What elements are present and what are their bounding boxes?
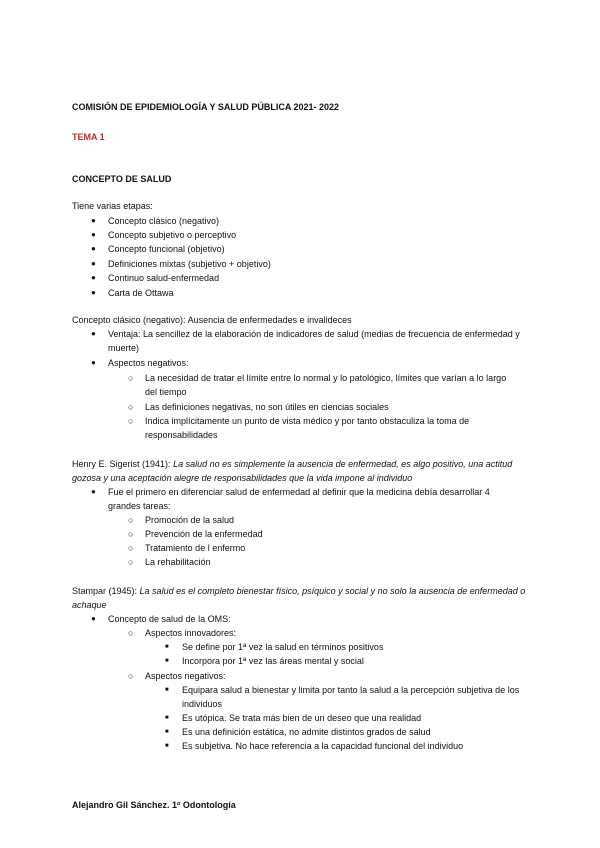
negativo-3-line-1: Indica implícitamente un punto de vista médico y por tanto obstaculiza la toma de bbox=[145, 416, 470, 426]
bullet-square: ■ bbox=[165, 715, 169, 721]
tema-heading: TEMA 1 bbox=[72, 132, 105, 142]
etapa-item: Carta de Ottawa bbox=[108, 288, 174, 298]
oms-negativo-1-line-1: Equipara salud a bienestar y limita por tanto la salud a la percepción subjetiva de los bbox=[182, 685, 520, 695]
bullet-square: ■ bbox=[165, 687, 169, 693]
bullet-square: ■ bbox=[165, 729, 169, 735]
tarea-item: Tratamiento de l enfermo bbox=[145, 543, 246, 553]
ventaja-line-2: muerte) bbox=[108, 343, 140, 353]
bullet-disc: ● bbox=[91, 288, 96, 297]
sigerist-point-2: grandes tareas: bbox=[108, 501, 171, 511]
sigerist-point-1: Fue el primero en diferenciar salud de enfermedad al definir que la medicina debía desarrollar 4 bbox=[108, 487, 490, 497]
sigerist-quote-1: La salud no es simplemente la ausencia de enfermedad, es algo positivo, una actitud bbox=[173, 459, 513, 469]
aspectos-negativos-heading: Aspectos negativos: bbox=[108, 358, 189, 368]
bullet-circle: ○ bbox=[128, 557, 134, 567]
oms-negativo-1-line-2: individuos bbox=[182, 699, 223, 709]
concepto-heading: CONCEPTO DE SALUD bbox=[72, 174, 172, 184]
stampar-quote-1: La salud es el completo bienestar físico, psíquico y social y no solo la ausencia de enfermedad o bbox=[139, 586, 526, 596]
bullet-disc: ● bbox=[91, 216, 96, 225]
negativo-2: Las definiciones negativas, no son útiles en ciencias sociales bbox=[145, 402, 389, 412]
stampar-quote-2: achaque bbox=[72, 600, 107, 610]
bullet-circle: ○ bbox=[128, 416, 134, 426]
etapa-item: Concepto funcional (objetivo) bbox=[108, 244, 225, 254]
bullet-circle: ○ bbox=[128, 515, 134, 525]
innovador-item: Se define por 1ª vez la salud en términos positivos bbox=[182, 642, 384, 652]
bullet-circle: ○ bbox=[128, 529, 134, 539]
innovador-item: Incorpora por 1ª vez las áreas mental y social bbox=[182, 656, 364, 666]
bullet-square: ■ bbox=[165, 743, 169, 749]
negativo-1-line-1: La necesidad de tratar el límite entre lo normal y lo patológico, límites que varían a lo largo bbox=[145, 373, 507, 383]
etapa-item: Concepto subjetivo o perceptivo bbox=[108, 230, 237, 240]
oms-negativo-2: Es utópica. Se trata más bien de un deseo que una realidad bbox=[182, 713, 422, 723]
tarea-item: La rehabilitación bbox=[145, 557, 211, 567]
etapa-item: Concepto clásico (negativo) bbox=[108, 216, 220, 226]
tarea-item: Prevención de la enfermedad bbox=[145, 529, 263, 539]
negativo-1-line-2: del tiempo bbox=[145, 387, 187, 397]
clasico-heading: Concepto clásico (negativo): Ausencia de enfermedades e invalideces bbox=[72, 315, 352, 325]
bullet-circle: ○ bbox=[128, 671, 134, 681]
tarea-item: Promoción de la salud bbox=[145, 515, 235, 525]
footer-author: Alejandro Gil Sánchez. 1º Odontología bbox=[72, 800, 236, 810]
stampar-author: Stampar (1945): bbox=[72, 586, 138, 596]
bullet-disc: ● bbox=[91, 244, 96, 253]
negativo-3-line-2: responsabilidades bbox=[145, 430, 218, 440]
negativos-heading: Aspectos negativos: bbox=[145, 671, 226, 681]
bullet-disc: ● bbox=[91, 329, 96, 338]
bullet-circle: ○ bbox=[128, 628, 134, 638]
stampar-line-1 bbox=[72, 585, 525, 597]
bullet-disc: ● bbox=[91, 230, 96, 239]
bullet-square: ■ bbox=[165, 658, 169, 664]
bullet-circle: ○ bbox=[128, 543, 134, 553]
oms-negativo-4: Es subjetiva. No hace referencia a la capacidad funcional del individuo bbox=[182, 741, 464, 751]
sigerist-quote-2: gozosa y una aceptación alegre de responsabilidades que la vida impone al individuo bbox=[72, 473, 413, 483]
bullet-disc: ● bbox=[91, 259, 96, 268]
bullet-disc: ● bbox=[91, 487, 96, 496]
document-title: COMISIÓN DE EPIDEMIOLOGÍA Y SALUD PÚBLICA 2021- 2022 bbox=[72, 102, 340, 112]
ventaja-line-1: Ventaja: La sencillez de la elaboración de indicadores de salud (medias de frecuencia de enfermedad y bbox=[108, 329, 520, 339]
sigerist-line-1 bbox=[72, 458, 512, 470]
oms-negativo-3: Es una definición estática, no admite distintos grados de salud bbox=[182, 727, 431, 737]
etapa-item: Continuo salud-enfermedad bbox=[108, 273, 220, 283]
oms-heading: Concepto de salud de la OMS: bbox=[108, 614, 231, 624]
bullet-square: ■ bbox=[165, 644, 169, 650]
sigerist-author: Henry E. Sigerist (1941): bbox=[72, 459, 171, 469]
bullet-disc: ● bbox=[91, 614, 96, 623]
bullet-circle: ○ bbox=[128, 373, 134, 383]
bullet-disc: ● bbox=[91, 273, 96, 282]
etapa-item: Definiciones mixtas (subjetivo + objetivo) bbox=[108, 259, 271, 269]
innovadores-heading: Aspectos innovadores: bbox=[145, 628, 237, 638]
bullet-disc: ● bbox=[91, 358, 96, 367]
etapas-intro: Tiene varias etapas: bbox=[72, 201, 153, 211]
bullet-circle: ○ bbox=[128, 402, 134, 412]
